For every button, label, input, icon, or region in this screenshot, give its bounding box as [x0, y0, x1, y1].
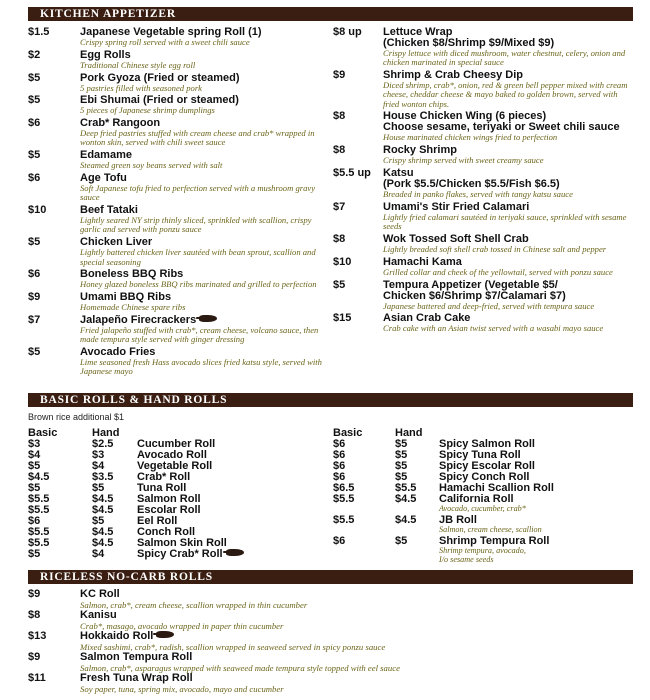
menu-item [333, 27, 633, 68]
menu-item [28, 315, 330, 345]
roll-name: Vegetable Roll [137, 460, 213, 472]
menu-item [333, 202, 633, 232]
item-description: Lightly breaded soft shell crab tossed in Chinese salt and pepper [383, 243, 607, 254]
hot-pepper-icon [156, 631, 174, 638]
item-description: 5 pastries filled with seasoned pork [80, 82, 202, 93]
item-description: Diced shrimp, crab*, onion, red & green bell pepper mixed with cream cheese, cheddar cheese & mayo baked to golden brown, served with fried wonton chips. [383, 80, 628, 109]
item-price: $8 [333, 110, 346, 123]
item-description: Crab cake with an Asian twist served with a wasabi mayo sauce [383, 323, 604, 334]
section-header-riceless: RICELESS NO-CARB ROLLS [28, 570, 633, 584]
item-description: Deep fried pastries stuffed with cream cheese and crab* wrapped in wonton skin, served with chili sweet sauce [80, 128, 315, 148]
roll-hand-price: $4.5 [92, 493, 114, 505]
basic-header-left: Basic [28, 427, 58, 439]
hot-pepper-icon [226, 549, 244, 556]
riceless-description: Salmon, crab*, cream cheese, scallion wrapped in thin cucumber [80, 600, 308, 610]
roll-basic-price: $4 [28, 449, 41, 461]
item-name: Ebi Shumai (Fried or steamed) [80, 94, 239, 107]
menu-item [28, 173, 330, 203]
item-description: Grilled collar and cheek of the yellowtail, served with ponzu sauce [383, 266, 613, 277]
menu-item [28, 150, 330, 170]
menu-item [333, 313, 633, 333]
roll-hand-price: $5 [395, 438, 408, 450]
item-name: Crab* Rangoon [80, 117, 161, 130]
roll-basic-price: $5.5 [28, 526, 50, 538]
riceless-price: $13 [28, 630, 47, 642]
roll-basic-price: $6 [28, 515, 41, 527]
item-name: Age Tofu [80, 172, 127, 185]
roll-hand-price: $4.5 [92, 526, 114, 538]
menu-item [28, 95, 330, 115]
item-description: Traditional Chinese style egg roll [80, 59, 196, 70]
menu-item [333, 234, 633, 254]
item-price: $5 [333, 278, 346, 291]
roll-basic-price: $3 [28, 438, 41, 450]
roll-name: Escolar Roll [137, 504, 201, 516]
roll-basic-price: $5.5 [28, 493, 50, 505]
item-name: Boneless BBQ Ribs [80, 268, 184, 281]
roll-basic-price: $6 [333, 449, 346, 461]
menu-item [28, 292, 330, 312]
roll-description: Shrimp tempura, avocado, I/o sesame seeds [439, 545, 526, 564]
riceless-price: $9 [28, 651, 41, 663]
roll-hand-price: $4.5 [395, 493, 417, 505]
item-description: Fried jalapeño stuffed with crab*, cream cheese, volcano sauce, then made tempura style served with ginger dressing [80, 324, 319, 345]
roll-name: Spicy Salmon Roll [439, 438, 535, 450]
roll-description: Salmon, cream cheese, scallion [439, 524, 542, 534]
roll-basic-price: $6 [333, 535, 346, 547]
item-description: Lightly seared NY strip thinly sliced, sprinkled with scallion, crispy garlic and served with ponzu sauce [80, 215, 312, 235]
item-price: $10 [333, 255, 352, 268]
item-name: Lettuce Wrap (Chicken $8/Shrimp $9/Mixed $9) [383, 26, 555, 49]
appetizers-left-column [28, 27, 330, 379]
riceless-price: $9 [28, 588, 41, 600]
item-price: $5 [28, 71, 41, 84]
item-price: $6 [28, 268, 41, 281]
item-price: $5 [28, 236, 41, 249]
item-price: $15 [333, 312, 352, 325]
riceless-description: Crab*, masago, avocado wrapped in paper thin cucumber [80, 621, 284, 631]
roll-hand-price: $5 [92, 482, 105, 494]
roll-basic-price: $5 [28, 482, 41, 494]
roll-name: Conch Roll [137, 526, 196, 538]
item-description: Crispy shrimp served with sweet creamy sauce [383, 155, 544, 166]
roll-basic-price: $5.5 [28, 537, 50, 549]
riceless-price: $8 [28, 609, 41, 621]
item-name: Beef Tataki [80, 204, 138, 217]
roll-hand-price: $2.5 [92, 438, 114, 450]
item-price: $5 [28, 346, 41, 359]
roll-basic-price: $6.5 [333, 482, 355, 494]
menu-item [28, 205, 330, 235]
roll-name: Tuna Roll [137, 482, 187, 494]
item-description: Breaded in panko flakes, served with tangy katsu sauce [383, 189, 573, 200]
riceless-name: KC Roll [80, 588, 120, 600]
menu-item [333, 280, 633, 311]
item-name: Wok Tossed Soft Shell Crab [383, 232, 529, 245]
riceless-description: Soy paper, tuna, spring mix, avocado, mayo and cucumber [80, 684, 284, 694]
item-description: Homemade Chinese spare ribs [80, 302, 186, 313]
roll-hand-price: $3.5 [92, 471, 114, 483]
item-price: $7 [28, 313, 41, 326]
menu-item [333, 70, 633, 109]
roll-name: Cucumber Roll [137, 438, 216, 450]
hot-pepper-icon [199, 315, 217, 322]
menu-item [28, 118, 330, 148]
roll-hand-price: $4 [92, 460, 105, 472]
item-description: Crispy spring roll served with a sweet chili sauce [80, 37, 250, 47]
item-price: $9 [28, 291, 41, 304]
roll-hand-price: $5.5 [395, 482, 417, 494]
menu-item [333, 145, 633, 165]
roll-description: Avocado, cucumber, crab* [439, 503, 526, 513]
roll-name: California Roll [439, 493, 514, 505]
section-header-appetizer: KITCHEN APPETIZER [28, 7, 633, 21]
roll-basic-price: $5.5 [333, 514, 355, 526]
roll-name: Spicy Escolar Roll [439, 460, 535, 472]
item-price: $1.5 [28, 26, 50, 38]
roll-hand-price: $4 [92, 548, 105, 560]
roll-name: Salmon Roll [137, 493, 201, 505]
item-description: Lightly battered chicken liver sautéed with bean sprout, scallion and special seasoning [80, 247, 316, 267]
item-name: Umami BBQ Ribs [80, 291, 172, 304]
item-description: Lime seasoned fresh Hass avocado slices fried katsu style, served with Japanese mayo [80, 357, 322, 377]
item-name: Japanese Vegetable spring Roll (1) [80, 26, 262, 38]
item-name: Hamachi Kama [383, 255, 462, 268]
item-name: Chicken Liver [80, 236, 153, 249]
item-price: $6 [28, 172, 41, 185]
item-price: $8 up [333, 26, 362, 38]
menu-item [333, 111, 633, 142]
roll-basic-price: $5 [28, 460, 41, 472]
item-price: $5 [28, 94, 41, 107]
roll-basic-price: $5.5 [333, 493, 355, 505]
roll-name: JB Roll [439, 514, 477, 526]
riceless-description: Salmon, crab*, asparagus wrapped with seaweed made tempura style topped with eel sauce [80, 663, 400, 673]
roll-basic-price: $6 [333, 471, 346, 483]
roll-basic-price: $6 [333, 460, 346, 472]
riceless-name: Hokkaido Roll [80, 630, 174, 642]
item-name: Avocado Fries [80, 346, 156, 359]
item-name: Tempura Appetizer (Vegetable $5/ Chicken $6/Shrimp $7/Calamari $7) [383, 278, 566, 302]
roll-name: Hamachi Scallion Roll [439, 482, 554, 494]
item-description: Crispy lettuce with diced mushroom, water chestnut, celery, onion and chicken marinated in special sauce [383, 48, 626, 68]
roll-hand-price: $5 [395, 471, 408, 483]
roll-name: Spicy Tuna Roll [439, 449, 521, 461]
roll-hand-price: $4.5 [92, 537, 114, 549]
roll-hand-price: $3 [92, 449, 105, 461]
item-price: $2 [28, 48, 41, 61]
roll-basic-price: $5.5 [28, 504, 50, 516]
menu-item [28, 237, 330, 267]
item-name: Asian Crab Cake [383, 312, 471, 325]
item-price: $9 [333, 69, 346, 82]
roll-name: Avocado Roll [137, 449, 207, 461]
roll-name: Shrimp Tempura Roll [439, 535, 550, 547]
item-price: $7 [333, 200, 346, 213]
roll-name: Spicy Conch Roll [439, 471, 530, 483]
item-description: Japanese battered and deep-fried, served with tempura sauce [383, 300, 595, 311]
riceless-price: $11 [28, 672, 46, 684]
item-price: $5 [28, 149, 41, 162]
roll-name: Eel Roll [137, 515, 178, 527]
menu-item [28, 50, 330, 70]
riceless-name: Fresh Tuna Wrap Roll [80, 672, 193, 684]
menu-item [28, 27, 330, 47]
item-price: $8 [333, 232, 346, 245]
appetizers-right-column [333, 27, 633, 336]
riceless-name: Salmon Tempura Roll [80, 651, 193, 663]
item-description: Soft Japanese tofu fried to perfection served with a mushroom gravy sauce [80, 183, 316, 203]
item-name: Pork Gyoza (Fried or steamed) [80, 71, 240, 84]
item-price: $5.5 up [333, 167, 371, 180]
roll-basic-price: $6 [333, 438, 346, 450]
item-name: Shrimp & Crab Cheesy Dip [383, 69, 523, 82]
menu-item [333, 168, 633, 199]
roll-name: Crab* Roll [137, 471, 191, 483]
roll-basic-price: $4.5 [28, 471, 50, 483]
item-name: Umami's Stir Fried Calamari [383, 200, 530, 213]
item-description: Honey glazed boneless BBQ ribs marinated and grilled to perfection [80, 279, 317, 290]
item-name: Egg Rolls [80, 48, 131, 61]
menu-item [28, 73, 330, 93]
roll-hand-price: $4.5 [92, 504, 114, 516]
riceless-description: Mixed sashimi, crab*, radish, scallion wrapped in seaweed served in spicy ponzu sauce [80, 642, 386, 652]
roll-hand-price: $5 [395, 460, 408, 472]
roll-hand-price: $5 [395, 535, 408, 547]
item-price: $6 [28, 117, 41, 130]
item-description: House marinated chicken wings fried to perfection [383, 132, 558, 143]
roll-hand-price: $4.5 [395, 514, 417, 526]
item-price: $8 [333, 144, 346, 157]
menu-item [28, 347, 330, 377]
hand-header-right: Hand [395, 427, 423, 439]
roll-name: Salmon Skin Roll [137, 537, 227, 549]
item-description: Lightly fried calamari sautéed in teriyaki sauce, sprinkled with sesame seeds [383, 211, 627, 232]
item-name: Rocky Shrimp [383, 144, 457, 157]
item-description: Steamed green soy beans served with salt [80, 160, 223, 171]
roll-name: Spicy Crab* Roll [137, 549, 244, 560]
roll-basic-price: $5 [28, 548, 41, 560]
roll-hand-price: $5 [92, 515, 105, 527]
menu-item [333, 257, 633, 277]
item-name: Katsu (Pork $5.5/Chicken $5.5/Fish $6.5) [383, 167, 560, 191]
roll-hand-price: $5 [395, 449, 408, 461]
brown-rice-note: Brown rice additional $1 [28, 412, 125, 422]
menu-item [28, 269, 330, 289]
riceless-name: Kanisu [80, 609, 117, 621]
section-header-basic-rolls: BASIC ROLLS & HAND ROLLS [28, 393, 633, 407]
item-price: $10 [28, 204, 47, 217]
basic-header-right: Basic [333, 427, 363, 439]
item-name: Jalapeño Firecrackers [80, 315, 330, 326]
hand-header-left: Hand [92, 427, 120, 439]
item-name: House Chicken Wing (6 pieces) Choose sesame, teriyaki or Sweet chili sauce [383, 110, 620, 134]
item-description: 5 pieces of Japanese shrimp dumplings [80, 105, 215, 116]
item-name: Edamame [80, 149, 132, 162]
